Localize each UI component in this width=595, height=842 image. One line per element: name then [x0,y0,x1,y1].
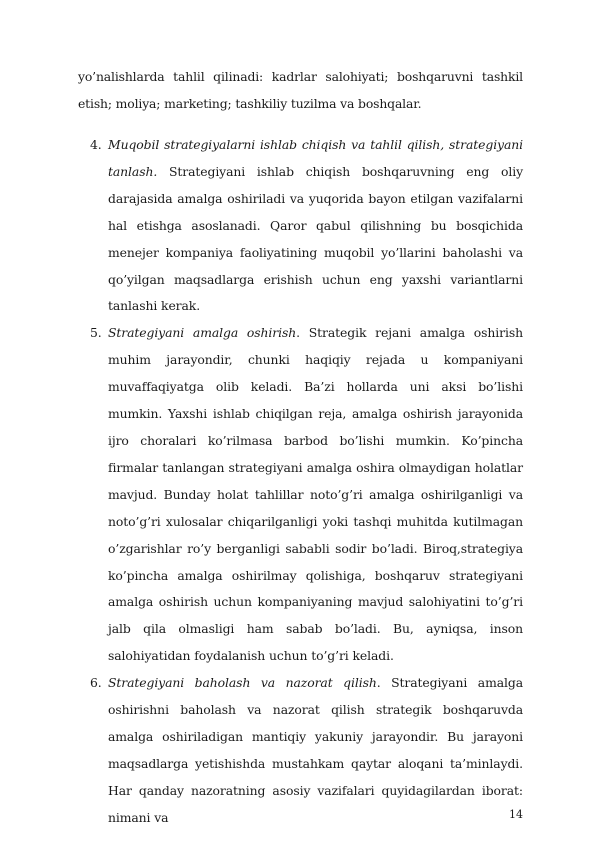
list-item-term: Strategiyani baholash va nazorat qilish [108,675,377,691]
list-item-number: 4. [90,137,102,152]
list-item-body: . Strategiyani amalga oshirishni baholash va nazorat qilish strategik boshqaruvda amalga oshiriladigan mantiqiy yakuniy jarayondir. Bu jarayoni maqsadlarga yetishishda mustahkam qaytar aloqani ta’minlaydi. Har qanday nazoratning asosiy vazifalari quyidagilardan iborat: nimani va [108,675,524,825]
numbered-list [78,132,523,832]
list-item-body: Strategiyani ishlab chiqish boshqaruvning eng oliy darajasida amalga oshiriladi va yuqorida bayon etilgan vazifalarni hal etishga asoslanadi. Qaror qabul qilishning bu bosqichida menejer kompaniya faoliyatining muqobil yo’llarini baholashi va qo’yilgan maqsadlarga erishish uchun eng yaxshi variantlarni tanlashi kerak. [108,163,523,314]
list-item-number: 5. [90,325,102,341]
list-item-number: 6. [90,675,102,691]
list-item [78,132,523,320]
list-item-term: Muqobil strategiyalarni ishlab chiqish va tahlil qilish, strategiyani tanlash. [108,137,523,179]
list-item-body: . Strategik rejani amalga oshirish muhim jarayondir, chunki haqiqiy rejada u kompaniyani muvaffaqiyatga olib keladi. Ba’zi hollarda uni aksi bo’lishi mumkin. Yaxshi ishlab chiqilgan reja, amalga oshirish jarayonida ijro choralari ko’rilmasa barbod bo’lishi mumkin. Ko’pincha firmalar tanlangan strategiyani amalga oshira olmaydigan holatlar mavjud. Bunday holat tahlillar noto’g’ri amalga oshirilganligi va noto’g’ri xulosalar chiqarilganligi yoki tashqi muhitda kutilmagan o’zgarishlar ro’y berganligi sababli sodir bo’ladi. Biroq,strategiya ko’pincha amalga oshirilmay qolishiga, boshqaruv strategiyani amalga oshirish uchun kompaniyaning mavjud salohiyatini to’g’ri jalb qila olmasligi ham sabab bo’ladi. Bu, ayniqsa, inson salohiyatidan foydalanish uchun to’g’ri keladi. [108,325,523,664]
intro-paragraph: yo’nalishlarda tahlil qilinadi: kadrlar salohiyati; boshqaruvni tashkil etish; moliya; marketing; tashkiliy tuzilma va boshqalar. [78,69,523,112]
page-number: 14 [509,808,523,821]
list-item-term: Strategiyani amalga oshirish [108,325,297,341]
list-item [78,670,523,831]
list-item [78,320,523,670]
